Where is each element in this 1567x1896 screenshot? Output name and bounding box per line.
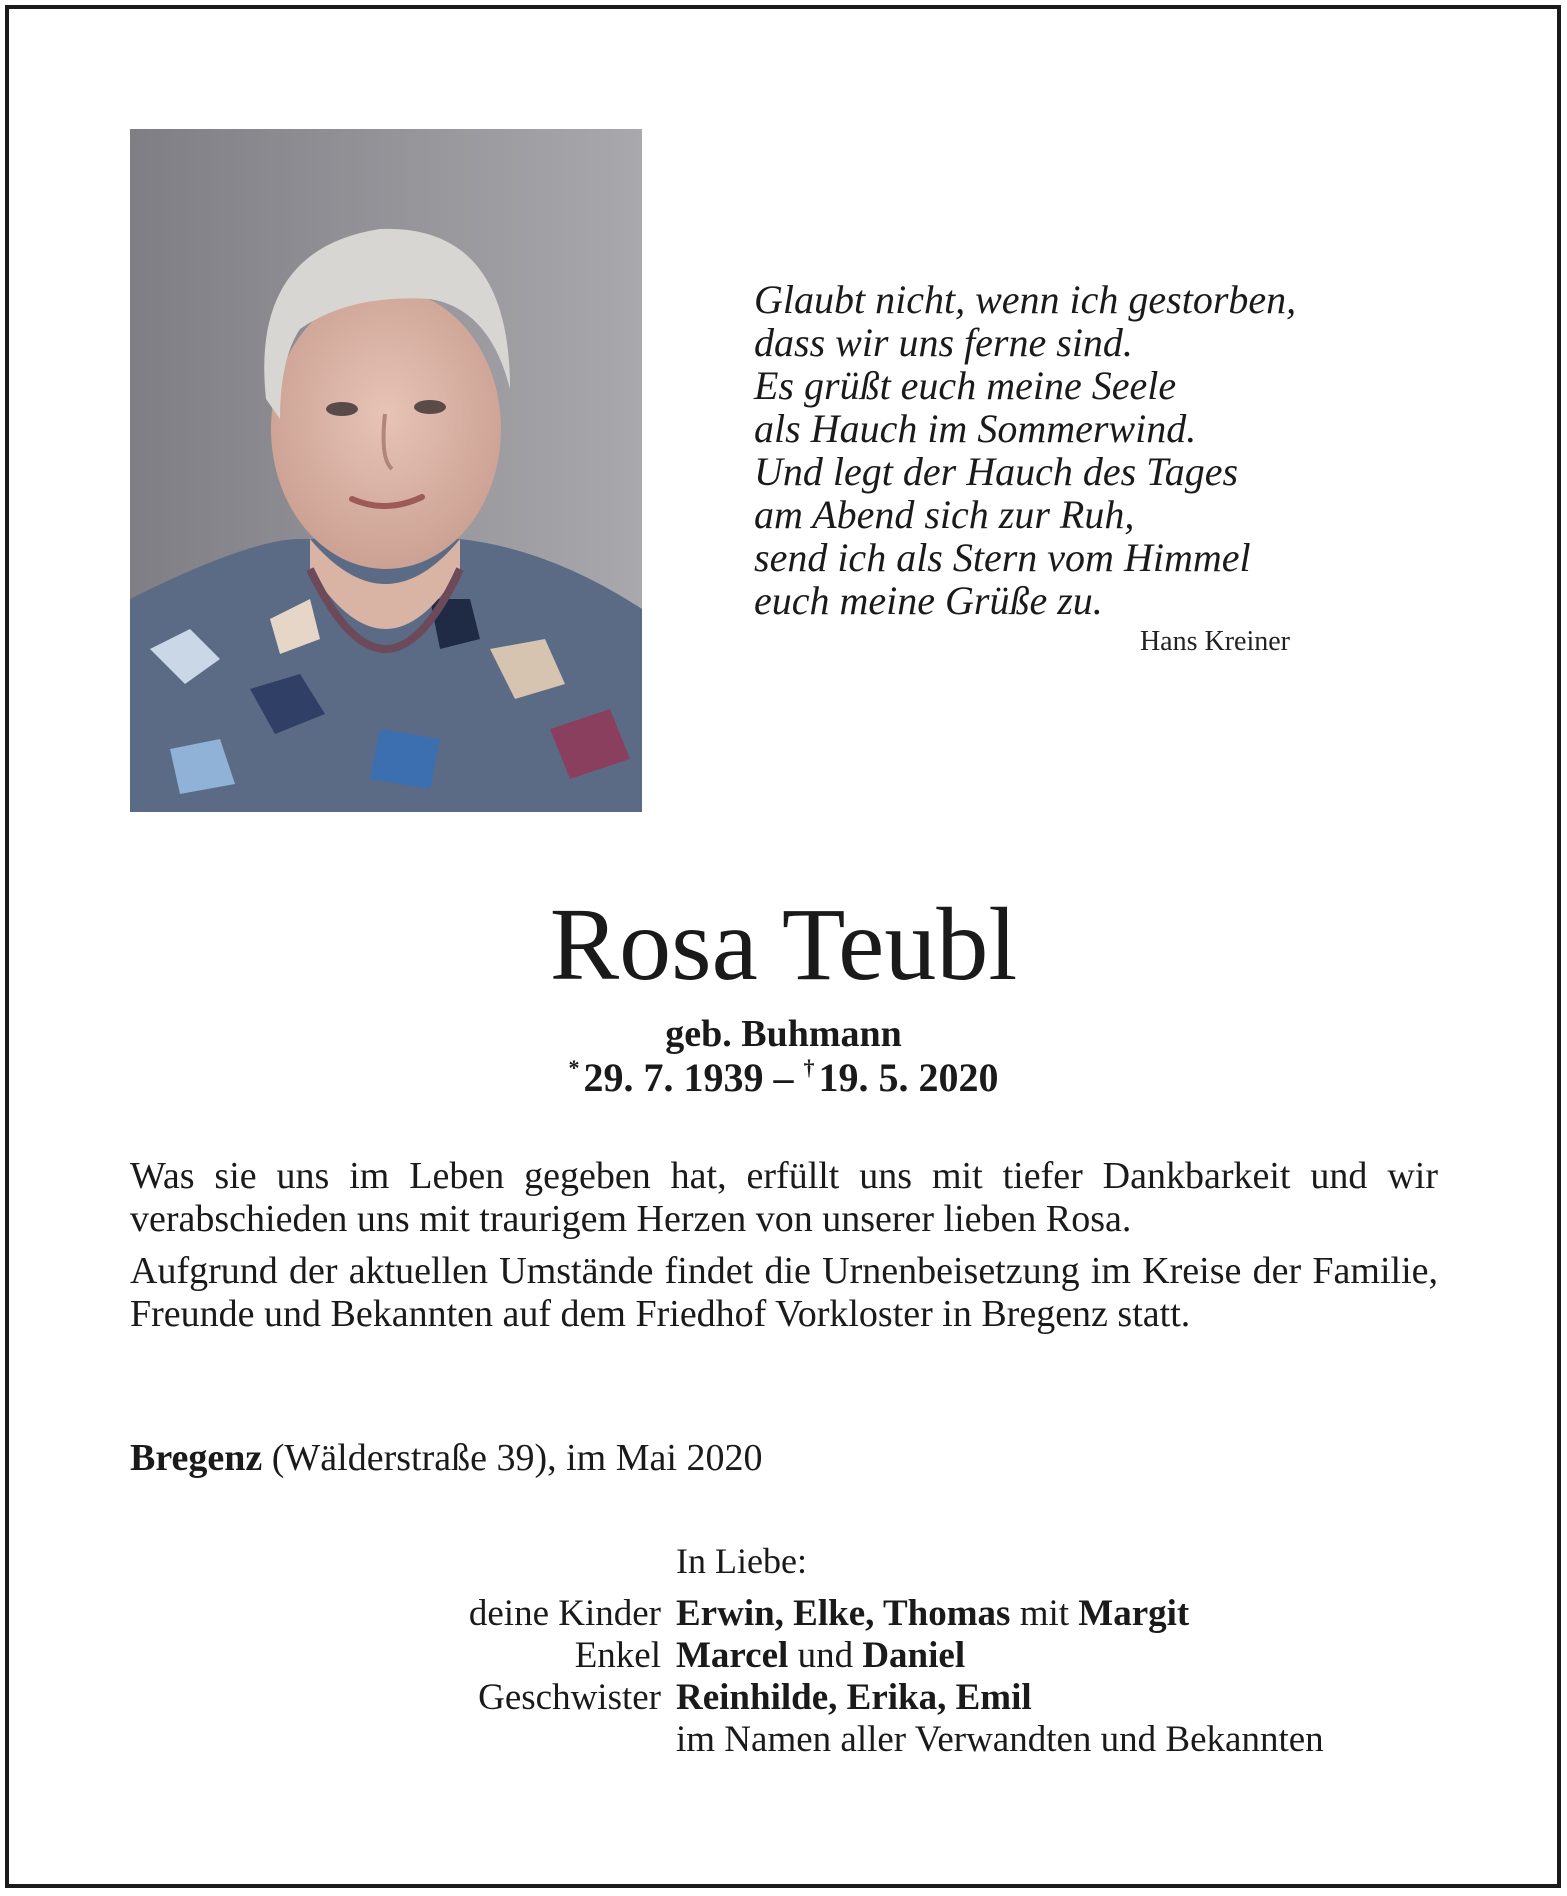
signature-role: Enkel <box>574 1635 661 1676</box>
signature-names <box>676 1676 1032 1719</box>
signature-role: Geschwister <box>478 1677 661 1718</box>
signature-row <box>0 1718 1567 1760</box>
poem-line: Und legt der Hauch des Tages <box>754 449 1239 494</box>
signature-row <box>0 1676 1567 1718</box>
poem-line: send ich als Stern vom Himmel <box>754 535 1251 580</box>
signature-name: Marcel <box>676 1635 789 1676</box>
body-paragraph: Was sie uns im Leben gegeben hat, erfüllt uns mit tiefer Dankbarkeit und wir verabschieden uns mit traurigem Herzen von unserer lieben Rosa. <box>130 1155 1438 1240</box>
signature-name: Erwin, Elke, Thomas <box>676 1593 1011 1634</box>
poem-author: Hans Kreiner <box>1139 626 1290 657</box>
place-date-line <box>130 1436 762 1480</box>
signature-intro: In Liebe: <box>676 1541 807 1581</box>
signature-role: deine Kinder <box>468 1593 661 1634</box>
signature-conjunction: mit <box>1010 1593 1079 1634</box>
signature-names <box>676 1592 1189 1635</box>
death-date: 19. 5. 2020 <box>818 1055 999 1100</box>
poem-line: am Abend sich zur Ruh, <box>754 492 1135 537</box>
signature-name: Reinhilde, Erika, Emil <box>676 1677 1032 1718</box>
life-dates <box>0 1054 1567 1101</box>
signature-closing: im Namen aller Verwandten und Bekannten <box>676 1719 1324 1760</box>
poem-line: Glaubt nicht, wenn ich gestorben, <box>754 277 1297 322</box>
birth-symbol: * <box>568 1055 580 1080</box>
signature-name: Margit <box>1078 1593 1190 1634</box>
signature-row <box>0 1592 1567 1634</box>
place-city: Bregenz <box>130 1437 263 1479</box>
birth-date: 29. 7. 1939 <box>583 1055 764 1100</box>
signature-name: Daniel <box>862 1635 966 1676</box>
portrait-photo <box>130 129 642 812</box>
body-paragraph: Aufgrund der aktuellen Umstände findet die Urnenbeisetzung im Kreise der Familie, Freunde und Bekannten auf dem Friedhof Vorkloster in Bregenz statt. <box>130 1250 1438 1335</box>
signature-row <box>0 1634 1567 1676</box>
deceased-name: Rosa Teubl <box>549 887 1018 1002</box>
signature-conjunction: und <box>788 1635 863 1676</box>
place-rest: (Wälderstraße 39), im Mai 2020 <box>262 1437 763 1479</box>
poem-line: Es grüßt euch meine Seele <box>754 363 1177 408</box>
maiden-name: geb. Buhmann <box>665 1013 902 1055</box>
poem-line: als Hauch im Sommerwind. <box>754 406 1197 451</box>
death-symbol: † <box>803 1055 815 1080</box>
date-separator: – <box>763 1055 804 1100</box>
poem-line: dass wir uns ferne sind. <box>754 320 1133 365</box>
poem-line: euch meine Grüße zu. <box>754 578 1103 623</box>
poem <box>754 278 1314 622</box>
signature-names <box>676 1634 965 1677</box>
